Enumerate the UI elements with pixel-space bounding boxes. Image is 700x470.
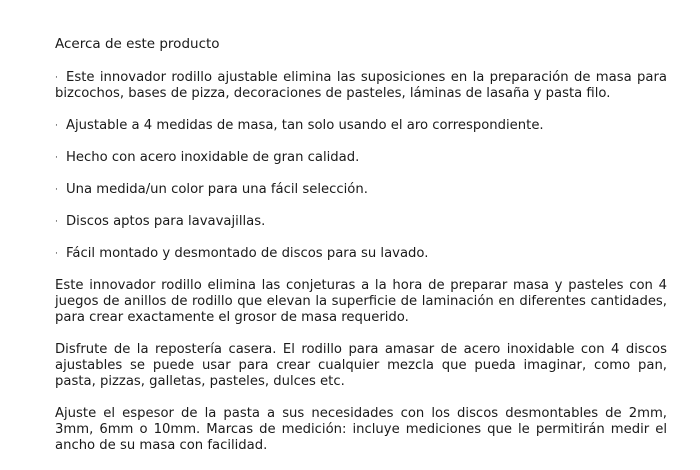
bullet-marker: ·: [55, 153, 58, 163]
bullet-marker: ·: [55, 185, 58, 195]
description-paragraph: Ajuste el espesor de la pasta a sus necesidades con los discos desmontables de 2mm, 3mm, 6mm o 10mm. Marcas de medición: incluye mediciones que le permitirán medir el ancho de su masa con facilidad.: [55, 406, 667, 453]
bullet-marker: ·: [55, 249, 58, 259]
feature-text: Ajustable a 4 medidas de masa, tan solo usando el aro correspondiente.: [66, 118, 544, 133]
section-heading: Acerca de este producto: [55, 36, 220, 52]
feature-text: Una medida/un color para una fácil selección.: [66, 182, 368, 197]
feature-item: [55, 70, 667, 102]
feature-item: [55, 182, 667, 198]
feature-list: [55, 70, 667, 262]
description-paragraph: Este innovador rodillo elimina las conjeturas a la hora de preparar masa y pasteles con 4 juegos de anillos de rodillo que elevan la superficie de laminación en diferentes cantidades, para crear exactamente el grosor de masa requerido.: [55, 278, 667, 325]
feature-item: [55, 214, 667, 230]
bullet-marker: ·: [55, 121, 58, 131]
feature-text: Fácil montado y desmontado de discos para su lavado.: [66, 246, 429, 261]
feature-text: Hecho con acero inoxidable de gran calidad.: [66, 150, 360, 165]
product-description: [55, 34, 667, 470]
feature-item: [55, 150, 667, 166]
feature-item: [55, 118, 667, 134]
description-paragraph: Disfrute de la repostería casera. El rodillo para amasar de acero inoxidable con 4 discos ajustables se puede usar para crear cualquier mezcla que pueda imaginar, como pan, pasta, pizzas, galletas, pasteles, dulces etc.: [55, 342, 667, 389]
feature-text: Este innovador rodillo ajustable elimina las suposiciones en la preparación de masa para bizcochos, bases de pizza, decoraciones de pasteles, láminas de lasaña y pasta filo.: [55, 70, 667, 101]
bullet-marker: ·: [55, 73, 58, 83]
feature-text: Discos aptos para lavavajillas.: [66, 214, 266, 229]
bullet-marker: ·: [55, 217, 58, 227]
feature-item: [55, 246, 667, 262]
